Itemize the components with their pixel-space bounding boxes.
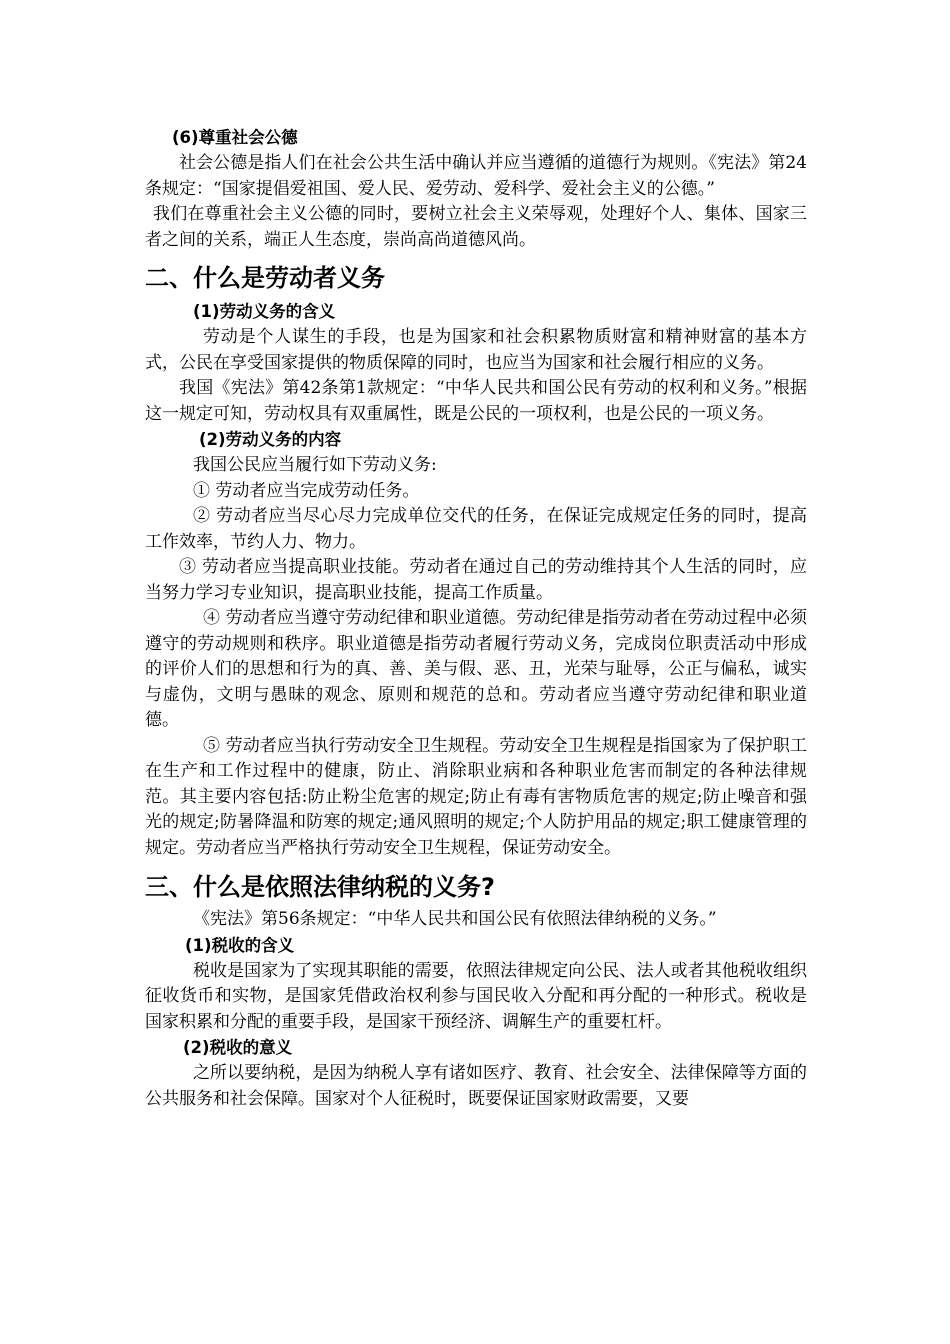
paragraph: 我国《宪法》第42条第1款规定：“中华人民共和国公民有劳动的权利和义务。”根据这一规定可知，劳动权具有双重属性，既是公民的一项权利，也是公民的一项义务。: [145, 378, 807, 424]
paragraph: 社会公德是指人们在社会公共生活中确认并应当遵循的道德行为规则。《宪法》第24条规定：“国家提倡爱祖国、爱人民、爱劳动、爱科学、爱社会主义的公德。”: [145, 153, 807, 199]
paragraph: 税收是国家为了实现其职能的需要，依照法律规定向公民、法人或者其他税收组织征收货币和实物，是国家凭借政治权利参与国民收入分配和再分配的一种形式。税收是国家积累和分配的重要手段，是国家干预经济、调解生产的重要杠杆。: [145, 960, 807, 1032]
section-title-tax-duty: 三、什么是依照法律纳税的义务?: [145, 873, 495, 901]
list-item: ④ 劳动者应当遵守劳动纪律和职业道德。劳动纪律是指劳动者在劳动过程中必须遵守的劳动规则和秩序。职业道德是指劳动者履行劳动义务，完成岗位职责活动中形成的评价人们的思想和行为的真、善、美与假、恶、丑，光荣与耻辱，公正与偏私，诚实与虚伪，文明与愚昧的观念、原则和规范的总和。劳动者应当遵守劳动纪律和职业道德。: [145, 608, 807, 730]
list-item: ② 劳动者应当尽心尽力完成单位交代的任务，在保证完成规定任务的同时，提高工作效率，节约人力、物力。: [145, 506, 807, 552]
section-title-labor-duty: 二、什么是劳动者义务: [145, 264, 385, 292]
subheading-labor-duty-content: (2)劳动义务的内容: [199, 430, 342, 449]
subheading-respect-social-ethics: (6)尊重社会公德: [172, 128, 298, 147]
paragraph: 我国公民应当履行如下劳动义务:: [193, 455, 437, 475]
paragraph: 之所以要纳税，是因为纳税人享有诸如医疗、教育、社会安全、法律保障等方面的公共服务和社会保障。国家对个人征税时，既要保证国家财政需要，又要: [145, 1063, 807, 1109]
subheading-tax-significance: (2)税收的意义: [183, 1038, 293, 1057]
list-item: ③ 劳动者应当提高职业技能。劳动者在通过自己的劳动维持其个人生活的同时，应当努力学习专业知识，提高职业技能，提高工作质量。: [145, 557, 807, 603]
subheading-labor-duty-meaning: (1)劳动义务的含义: [193, 302, 336, 321]
list-item: ⑤ 劳动者应当执行劳动安全卫生规程。劳动安全卫生规程是指国家为了保护职工在生产和工作过程中的健康，防止、消除职业病和各种职业危害而制定的各种法律规范。其主要内容包括:防止粉尘危害的规定;防止有毒有害物质危害的规定;防止噪音和强光的规定;防暑降温和防寒的规定;通风照明的规定;个人防护用品的规定;职工健康管理的规定。劳动者应当严格执行劳动安全卫生规程，保证劳动安全。: [145, 735, 807, 858]
list-item: ① 劳动者应当完成劳动任务。: [193, 480, 420, 501]
paragraph: 劳动是个人谋生的手段，也是为国家和社会积累物质财富和精神财富的基本方式，公民在享受国家提供的物质保障的同时，也应当为国家和社会履行相应的义务。: [145, 327, 807, 373]
paragraph: 我们在尊重社会主义公德的同时，要树立社会主义荣辱观，处理好个人、集体、国家三者之间的关系，端正人生态度，崇尚高尚道德风尚。: [145, 204, 807, 250]
document-page: [145, 125, 807, 1112]
subheading-tax-meaning: (1)税收的含义: [185, 935, 295, 955]
paragraph: 《宪法》第56条规定：“中华人民共和国公民有依照法律纳税的义务。”: [193, 909, 717, 929]
